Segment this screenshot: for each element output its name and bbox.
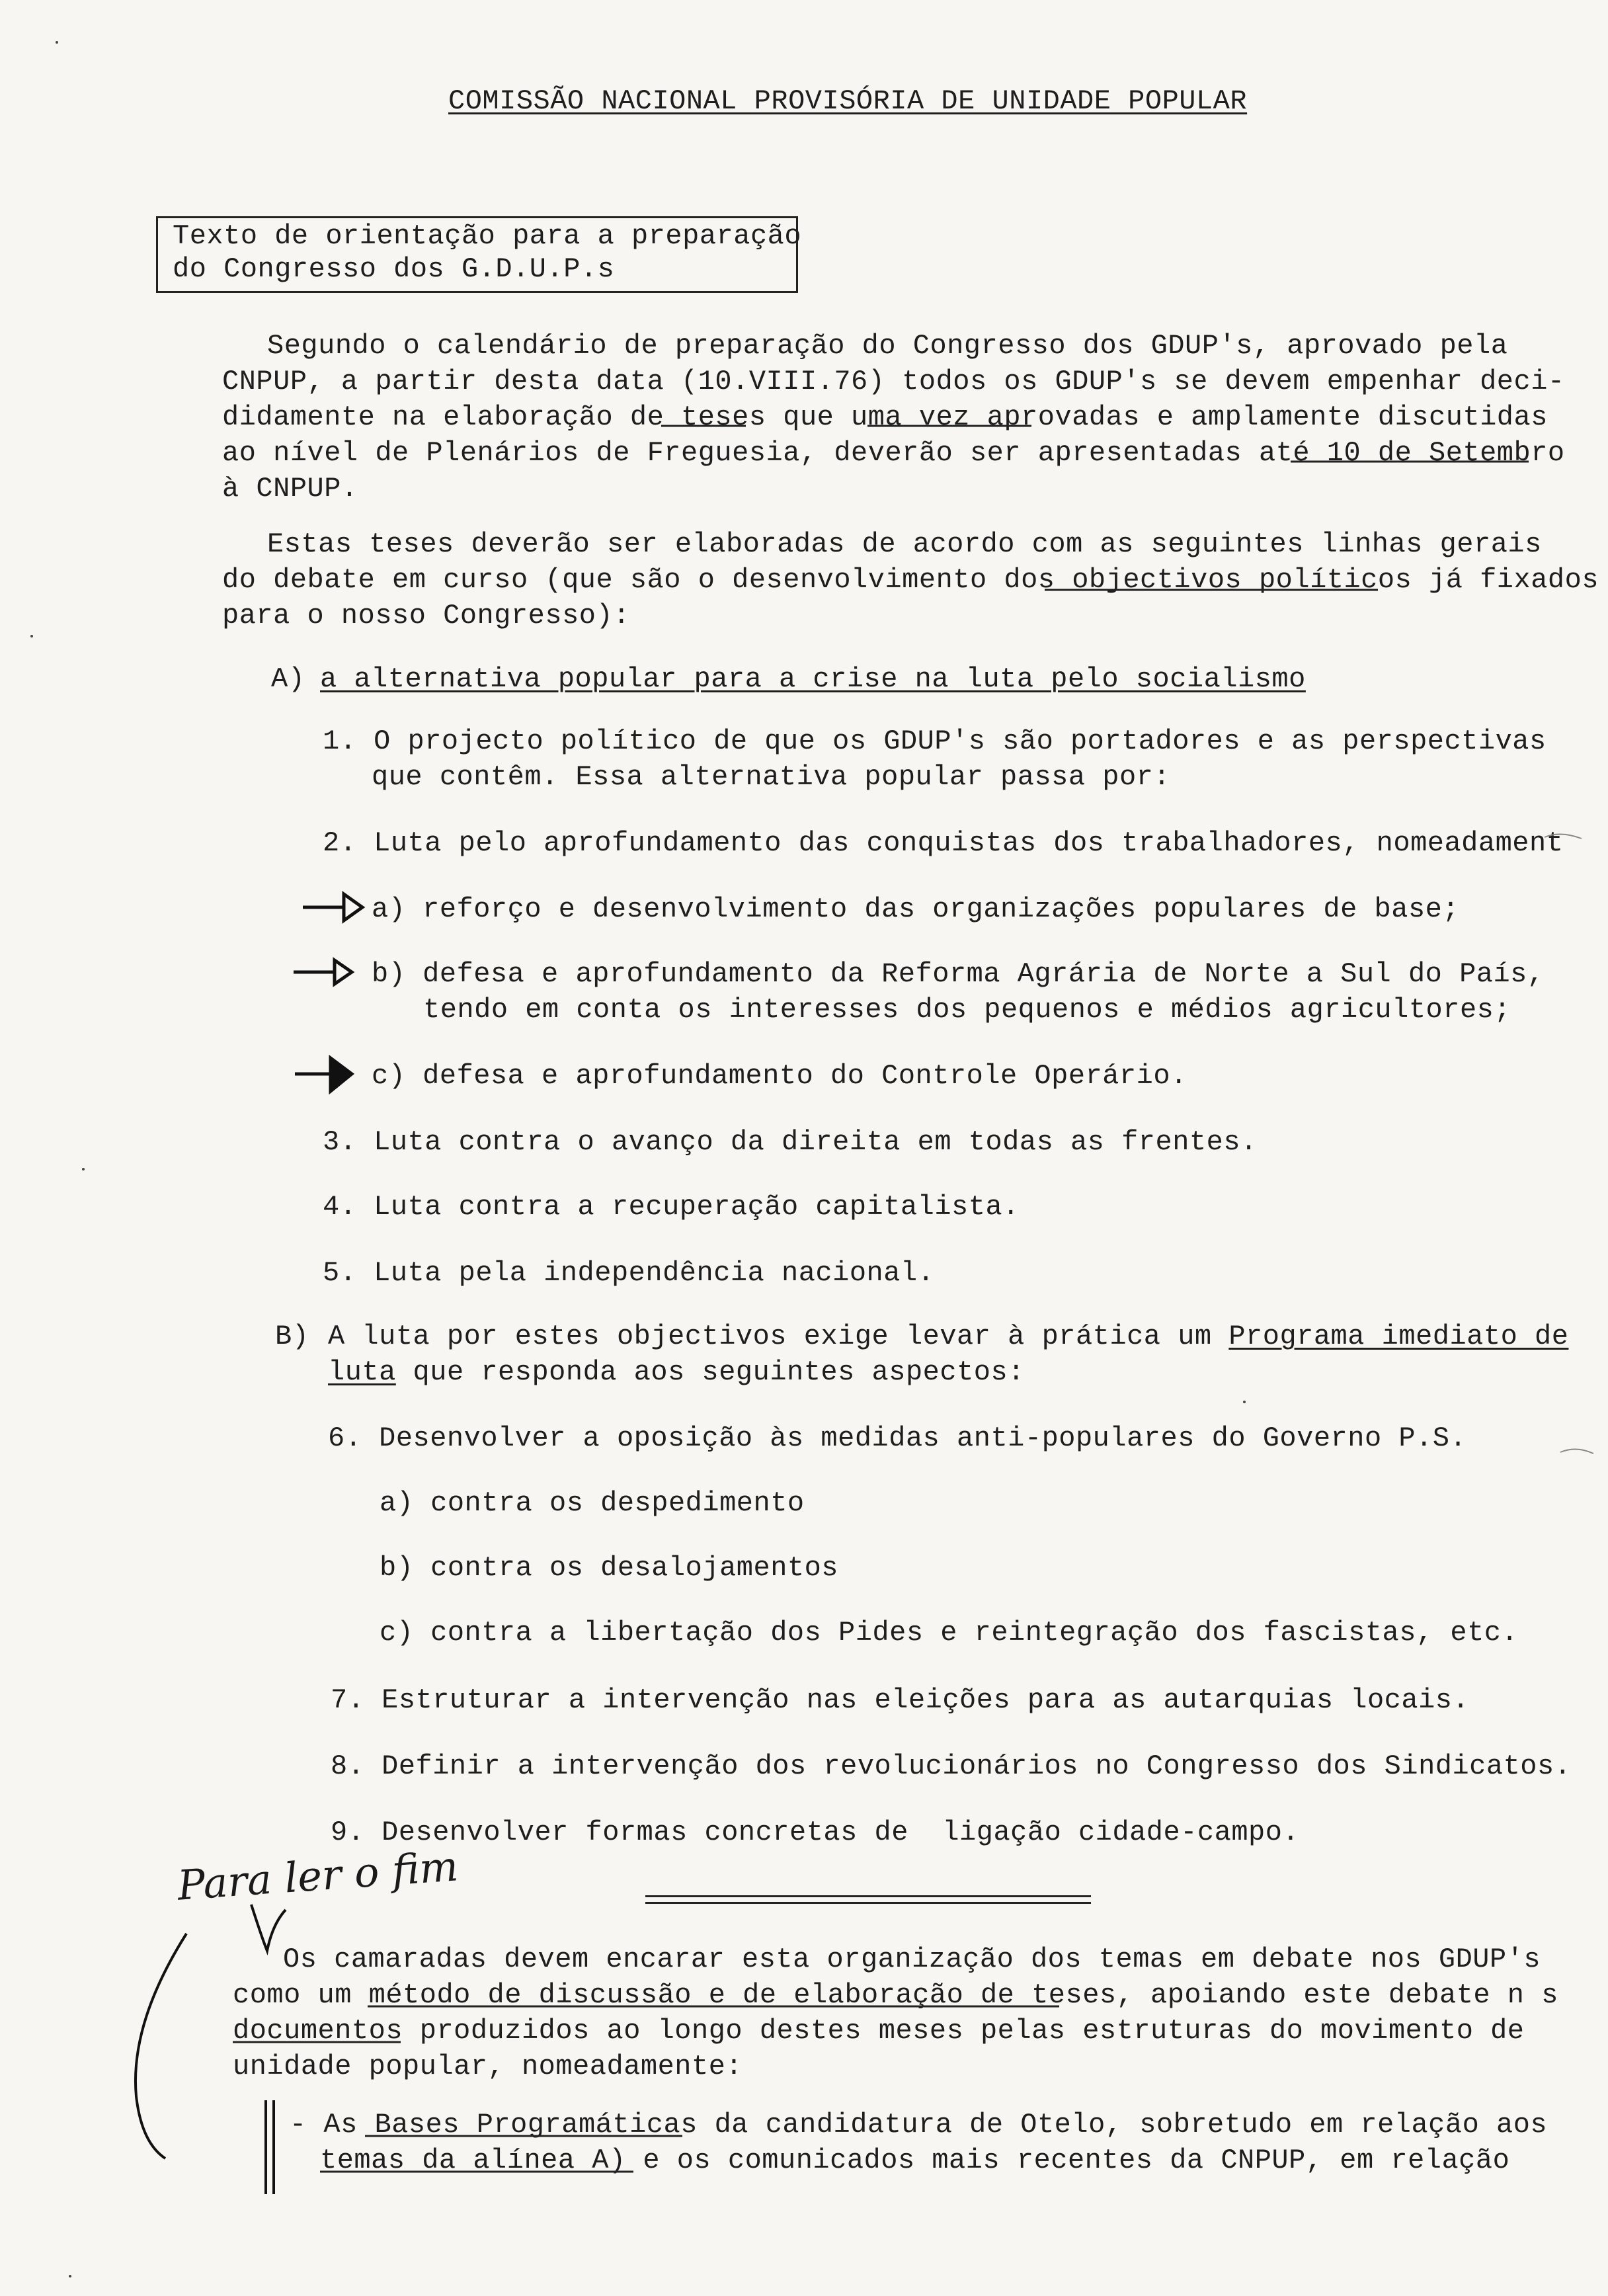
arrow-icon-b — [294, 960, 352, 984]
item-2-sub-c: c) defesa e aprofundamento do Controle Operário. — [372, 1060, 1187, 1092]
section-b-luta-emphasis: luta — [328, 1356, 396, 1388]
section-b-line-1-text: A luta por estes objectivos exige levar à prática um — [328, 1321, 1229, 1352]
closing-line-3: documentos produzidos ao longo destes meses pelas estruturas do movimento de — [233, 2015, 1525, 2047]
item-2-sub-b-line-1: b) defesa e aprofundamento da Reforma Agrária de Norte a Sul do País, — [372, 958, 1545, 990]
item-6-sub-b: b) contra os desalojamentos — [380, 1552, 839, 1584]
item-2-sub-b-line-2: tendo em conta os interesses dos pequenos e médios agricultores; — [423, 994, 1511, 1026]
item-6-sub-c: c) contra a libertação dos Pides e reintegração dos fascistas, etc. — [380, 1617, 1519, 1649]
item-9: 9. Desenvolver formas concretas de ligação cidade-campo. — [331, 1817, 1300, 1848]
intro-p1-line-3: didamente na elaboração de teses que uma vez aprovadas e amplamente discutidas — [222, 401, 1548, 433]
section-a-heading: a alternativa popular para a crise na luta pelo socialismo — [320, 663, 1306, 695]
intro-p2-line-2: do debate em curso (que são o desenvolvimento dos objectivos políticos já fixados — [222, 564, 1599, 596]
box-line-2: do Congresso dos G.D.U.P.s — [173, 253, 615, 285]
section-b-line-2-text: que responda aos seguintes aspectos: — [395, 1356, 1025, 1388]
item-6-sub-a: a) contra os despedimento — [380, 1487, 805, 1519]
item-2: 2. Luta pelo aprofundamento das conquistas dos trabalhadores, nomeadament — [323, 827, 1564, 859]
page-title: COMISSÃO NACIONAL PROVISÓRIA DE UNIDADE POPULAR — [448, 85, 1248, 117]
stray-mark-2 — [1560, 1449, 1593, 1454]
closing-line-2: como um método de discussão e de elaboração de teses, apoiando este debate n s — [233, 1979, 1558, 2011]
box-line-1: Texto de orientação para a preparação — [173, 220, 802, 252]
intro-p1-line-5: à CNPUP. — [222, 473, 358, 505]
item-3: 3. Luta contra o avanço da direita em todas as frentes. — [323, 1126, 1258, 1158]
section-b-marker: B) — [275, 1321, 309, 1352]
scan-speck — [82, 1168, 85, 1170]
scan-speck — [56, 41, 58, 44]
scan-speck — [1243, 1401, 1246, 1403]
section-b-program-emphasis: Programa imediato de — [1228, 1321, 1569, 1352]
item-5: 5. Luta pela independência nacional. — [323, 1257, 935, 1289]
item-6: 6. Desenvolver a oposição às medidas anti-populares do Governo P.S. — [328, 1422, 1467, 1454]
intro-p1-line-4: ao nível de Plenários de Freguesia, deverão ser apresentadas até 10 de Setembro — [222, 437, 1565, 469]
closing-line-4: unidade popular, nomeadamente: — [233, 2051, 743, 2082]
closing-line-1: Os camaradas devem encarar esta organização dos temas em debate nos GDUP's — [283, 1944, 1541, 1975]
section-a-marker: A) — [271, 663, 305, 695]
scan-speck — [69, 2275, 71, 2277]
stray-mark-1 — [1545, 834, 1582, 839]
arrow-icon-a — [303, 894, 362, 921]
item-2-sub-a: a) reforço e desenvolvimento das organizações populares de base; — [372, 893, 1460, 925]
handwritten-arrow-icon — [251, 1905, 286, 1951]
intro-p2-line-1: Estas teses deverão ser elaboradas de acordo com as seguintes linhas gerais — [267, 528, 1542, 560]
margin-bracket-icon — [136, 1934, 186, 2158]
handwritten-note: Para ler o fim — [175, 1842, 460, 1910]
scan-speck — [30, 635, 33, 637]
intro-p1-line-1: Segundo o calendário de preparação do Congresso dos GDUP's, aprovado pela — [267, 330, 1508, 362]
intro-p2-line-3: para o nosso Congresso): — [222, 600, 630, 632]
bullet-line-2: temas da alínea A) e os comunicados mais recentes da CNPUP, em relação — [320, 2145, 1510, 2176]
arrow-icon-c — [295, 1058, 352, 1091]
item-1-line-2: que contêm. Essa alternativa popular passa por: — [372, 761, 1171, 793]
item-4: 4. Luta contra a recuperação capitalista. — [323, 1191, 1020, 1223]
item-8: 8. Definir a intervenção dos revolucionários no Congresso dos Sindicatos. — [331, 1750, 1572, 1782]
bullet-line-1: - As Bases Programáticas da candidatura de Otelo, sobretudo em relação aos — [290, 2109, 1548, 2141]
item-1-line-1: 1. O projecto político de que os GDUP's são portadores e as perspectivas — [323, 725, 1547, 757]
item-7: 7. Estruturar a intervenção nas eleições para as autarquias locais. — [331, 1684, 1470, 1716]
intro-p1-line-2: CNPUP, a partir desta data (10.VIII.76) todos os GDUP's se devem empenhar deci- — [222, 366, 1565, 397]
